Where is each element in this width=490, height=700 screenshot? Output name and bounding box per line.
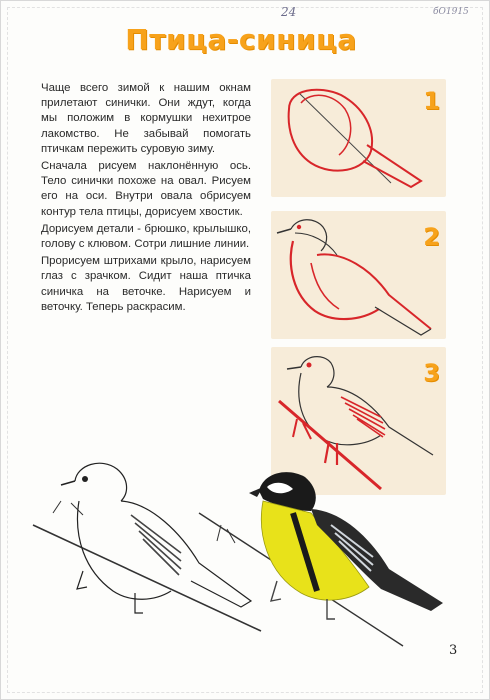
instructions-text: [41, 81, 251, 317]
step-number-2: 2: [423, 223, 440, 251]
step-number-1: 1: [423, 87, 440, 115]
step-panel-2: [271, 211, 446, 339]
paragraph-intro: Чаще всего зимой к нашим окнам прилетают синички. Они ждут, когда мы положим в кормушки нехитрое лакомство. Не забывай помогать птичкам пережить суровую зиму.: [41, 82, 251, 155]
handwritten-number: 24: [281, 5, 297, 19]
page-number: 3: [449, 643, 458, 658]
page-title: Птица-синица: [125, 23, 357, 56]
step-2-sketch: [271, 211, 446, 339]
bottom-illustration: [31, 441, 451, 651]
step-number-3: 3: [423, 359, 440, 387]
paragraph-step-2: Дорисуем детали - брюшко, крылышко, голову с клювом. Сотри лишние линии.: [41, 222, 251, 251]
step-1-sketch: [271, 79, 446, 197]
outline-tit-drawing: [33, 463, 261, 631]
corner-stamp: бО1915: [433, 7, 469, 17]
paragraph-step-1: Сначала рисуем наклонённую ось. Тело синички похоже на овал. Рисуем его на оси. Внутри овала обрисуем контур тела птицы, дорисуем хвостик.: [41, 160, 251, 218]
step-panel-1: [271, 79, 446, 197]
paragraph-step-3: Прорисуем штрихами крыло, нарисуем глаз с зрачком. Сидит наша птичка синичка на веточке. Нарисуем и веточку. Теперь раскрасим.: [41, 255, 251, 313]
